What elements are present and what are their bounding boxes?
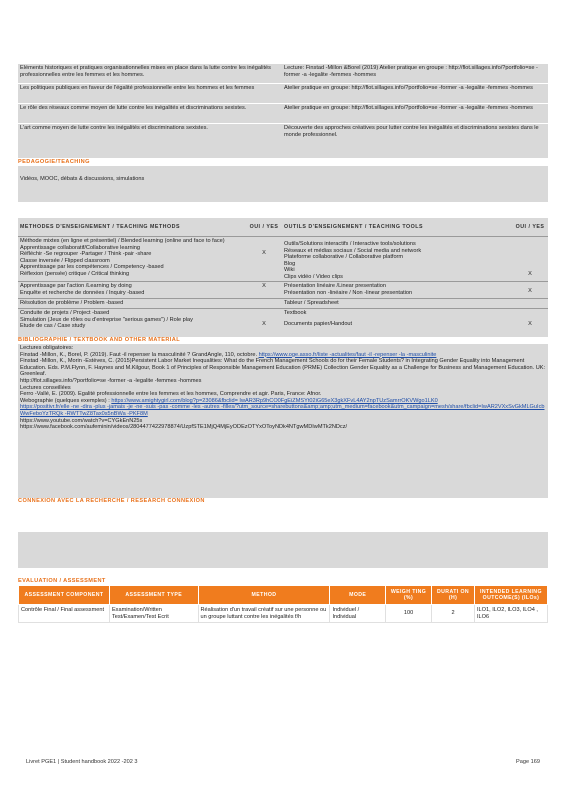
tool-item: Réseaux et médias sociaux / Social media and network [284,247,422,254]
cell-ilos: ILO1, ILO2, ILO3, ILO4 , ILO6 [474,605,547,623]
methods-header: METHODES D'ENSEIGNEMENT / TEACHING METHODS [20,224,180,230]
method-item: Apprentissage collaboratif/Collaborative learning [20,244,141,251]
connexion-title: CONNEXION AVEC LA RECHERCHE / RESEARCH CONNEXION [18,498,205,504]
page-content [18,64,548,623]
connexion-body [18,532,548,568]
col-mode: MODE [330,586,385,605]
method-item: Enquête et recherche de données / Inquiry -based [20,289,145,296]
biblio-title: BIBLIOGRAPHIE / TEXTBOOK AND OTHER MATERIAL [18,337,181,343]
col-duration: DURATI ON (H) [432,586,475,605]
cell-type: Examination/Written Test/Examen/Test Ecrit [109,605,198,623]
tools-mark-2: X [528,288,532,294]
col-component: ASSESSMENT COMPONENT [19,586,110,605]
biblio-line: Finstad -Millon, K., Morin -Estèves, C. (2015)Persistent Labor Market Inequalities: What do the French Management Schools do for their Female Students? in Integrating Gender Equality into Management Education. Eds. P.M.Flynn, F. Haynes and M.Kilgour, Book 1 of Principles of Responsible Management Education (PRME) Collection Gender Equality as a Challenge for Business and Management Education. UK: Greenleaf. [20,358,546,378]
biblio-line: Ferro -Vallé, E. (2009). Egalité professionnelle entre les femmes et les hommes, Comprendre et agir. Paris, France: Afnor. [20,391,322,398]
tools-list-1 [282,237,512,281]
biblio-line: https://www.youtube.com/watch?v=CYGkEnN25s [20,417,143,424]
methods-list-4 [18,309,246,337]
biblio-line [20,398,546,405]
biblio-ref: Finstad -Millon, K., Borel, P. (2019). Faut -il repenser la masculinité ? GrandAngle, 110, octobre. [20,351,258,358]
evaluation-title: EVALUATION / ASSESSMENT [18,578,106,584]
method-item: Réflexion (pensée) critique / Critical thinking [20,270,130,277]
biblio-link-positivr[interactable]: https://positivr.fr/elle -ne -dira -plus -jamais -je -ne -suis -pas -comme -les -autres -filles/?utm_source=sharebuttons&amp;amp;utm_medium=facebook&utm_campaign=mesh/share/fbclid=IwAR2VXxSvGkMLGuIcbWwFeboYzTRQk -RWTTwZ8Tax0s5nBWa -PKF8M [20,404,545,417]
tool-item: Plateforme collaborative / Collaborative platform [284,254,404,261]
tools-header: OUTILS D'ENSEIGNEMENT / TEACHING TOOLS [284,224,424,230]
method-item: Conduite de projets / Project -based [20,310,110,316]
methods-group-2 [18,282,548,299]
assessment-table [18,585,548,623]
biblio-line: http://flot.sillages.info/?portfolio=se -former -a -legalite -femmes -hommes [20,377,202,384]
methods-mark-3 [246,299,282,308]
methods-list-2 [18,282,246,298]
methods-group-1 [18,237,548,282]
cell-component: Contrôle Final / Final assessment [19,605,110,623]
col-ilos: INTENDED LEARNING OUTCOME(S) (ILOs) [474,586,547,605]
table-row [19,605,548,623]
page-footer [26,759,540,765]
top-left-1: Eléments historiques et pratiques organisationnelles mises en place dans la lutte contre les inégalités professionnelles entre les femmes et les hommes. [20,65,271,78]
tool-item: Tableur / Spreadsheet [284,300,339,306]
pedagogie-text: Vidéos, MOOC, débats & discussions, simulations [18,166,548,202]
biblio-line: Lectures conseillées [20,384,71,391]
top-right-1: Lecture: Finstad -Millon &Borel (2019) Atelier pratique en groupe : http://flot.sillages.info/?portfolio=se -former -a -legalite -femmes -hommes [284,65,538,78]
biblio-link-amightygirl[interactable]: https://www.amightygirl.com/blog?p=23086&fbclid= IwAR3Rp9hCO0FgEiZMSYt02iG65eX3gkXFvL4AY2npTUzSamrrOKVWgo1LK0 [111,397,438,404]
top-left-3: Le rôle des réseaux comme moyen de lutte contre les inégalités et discriminations sexistes. [20,105,247,111]
cell-method: Réalisation d'un travail créatif sur une personne ou un groupe luttant contre les inégalités f/h [198,605,330,623]
cell-mode: Individuel / Individual [330,605,385,623]
methods-ouiyes-header: OUI / YES [249,224,279,230]
tools-mark-3 [512,299,548,308]
methods-mark-1: X [262,250,266,256]
biblio-link-ogeasso[interactable]: https://www.oge.asso.fr/liste -actualites/faut -il -repenser -la -masculinite [258,351,437,358]
tool-item: Clips vidéo / Video clips [284,273,343,280]
methods-table [18,218,548,337]
method-item: Réfléchir -Se regrouper -Partager / Think -pair -share [20,251,152,258]
methods-group-4 [18,309,548,337]
methods-mark-4: X [262,321,266,327]
method-item: Apprentissage par l'action /Learning by doing [20,283,132,289]
top-left-4: L'art comme moyen de lutte contre les inégalités et discriminations sexistes. [20,125,208,131]
tool-item: Wiki [284,267,295,274]
tools-list-3 [282,299,512,308]
cell-duration: 2 [432,605,475,623]
tool-item: Présentation non -linéaire / Non -linear presentation [284,289,413,296]
biblio-body [18,344,548,498]
biblio-ref: Webographie (quelques exemples) : [20,397,110,404]
method-item: Etude de cas / Case study [20,323,86,330]
method-item: Méthode mixtes (en ligne et présentiel) / Blended learning (online and face to face) [20,238,225,244]
col-method: METHOD [198,586,330,605]
top-left-2: Les politiques publiques en faveur de l'égalité professionnelle entre les hommes et les femmes [20,85,255,91]
tool-item: Présentation linéaire /Linear presentation [284,283,386,289]
methods-group-3 [18,299,548,309]
tool-item: Textbook [284,310,307,316]
biblio-line [20,352,546,359]
col-type: ASSESSMENT TYPE [109,586,198,605]
tool-item: Outils/Solutions interactifs / Interactive tools/solutions [284,241,416,247]
biblio-line: Lectures obligatoires: [20,345,74,351]
tools-list-2 [282,282,512,298]
pedagogie-title: PEDAGOGIE/TEACHING [18,159,90,165]
col-weighting: WEIGH TING (%) [385,586,431,605]
tools-ouiyes-header: OUI / YES [515,224,545,230]
top-right-2: Atelier pratique en groupe: http://flot.sillages.info/?portfolio=se -former -a -legalite -femmes -hommes [284,85,533,91]
biblio-line: https://www.facebook.com/aufeminin/videos/2804477422978874/UzpfSTE1MjQ4MjEyODEzOTYxOToyNDk4NTgwMDIwMTk2NDcz/ [20,424,348,431]
tools-mark-1: X [528,271,532,277]
tools-mark-4: X [528,321,532,327]
tool-item: Blog [284,260,296,267]
top-right-4: Découverte des approches créatives pour lutter contre les inégalités et discriminations sexistes dans le monde professionnel. [284,125,539,138]
top-right-3: Atelier pratique en groupe: http://flot.sillages.info/?portfolio=se -former -a -legalite -femmes -hommes [284,105,533,111]
cell-weighting: 100 [385,605,431,623]
method-item: Simulation (Jeux de rôles ou d'entreprise "serious games") / Role play [20,316,193,323]
methods-list-1 [18,237,246,281]
tool-item: Documents papier/Handout [284,320,353,327]
top-table [18,64,548,158]
method-item: Résolution de problème / Problem -based [20,300,124,306]
method-item: Classe inversée / Flipped classroom [20,257,110,264]
page-number: Page 169 [516,759,540,765]
methods-mark-2: X [262,283,266,289]
method-item: Apprentissage par les compétences / Competency -based [20,264,164,271]
assessment-header-row [19,586,548,605]
footer-left: Livret PGE1 | Student handbook 2022 -202 3 [26,759,138,765]
tools-list-4 [282,309,512,337]
methods-list-3 [18,299,246,308]
